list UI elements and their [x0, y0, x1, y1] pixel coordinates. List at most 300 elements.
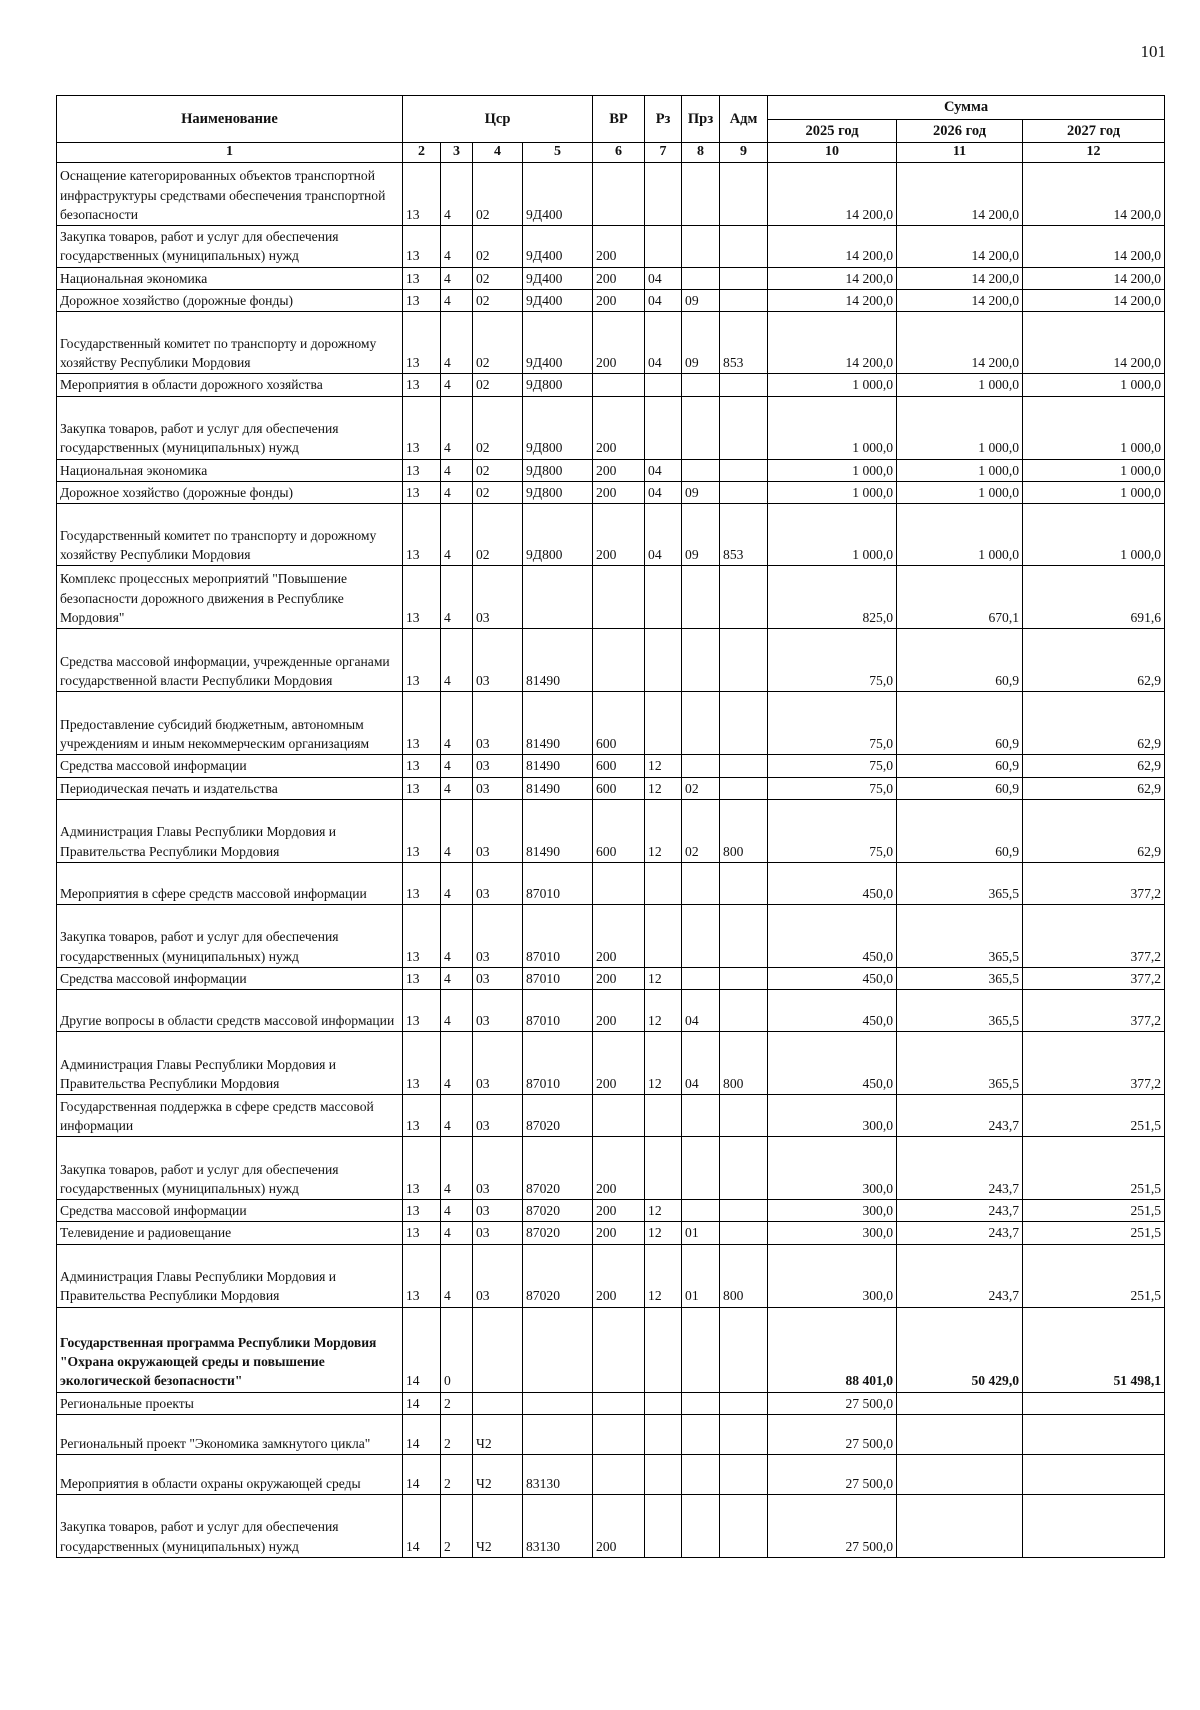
row-name: Дорожное хозяйство (дорожные фонды) — [57, 290, 403, 312]
row-adm: 800 — [720, 1032, 768, 1095]
row-vr: 200 — [593, 459, 645, 481]
row-code-3: 4 — [441, 755, 473, 777]
row-adm — [720, 1455, 768, 1495]
row-rz — [645, 692, 682, 755]
row-code-2: 14 — [403, 1307, 441, 1392]
row-code-3: 4 — [441, 163, 473, 226]
row-prz — [682, 1495, 720, 1558]
row-amount-2025: 300,0 — [768, 1200, 897, 1222]
row-code-4: Ч2 — [473, 1455, 523, 1495]
row-code-4: 03 — [473, 566, 523, 629]
row-vr: 200 — [593, 1200, 645, 1222]
row-amount-2027 — [1023, 1415, 1165, 1455]
table-row — [57, 799, 1165, 862]
table-row — [57, 1032, 1165, 1095]
row-code-5: 9Д400 — [523, 290, 593, 312]
row-code-3: 4 — [441, 1095, 473, 1137]
row-name: Закупка товаров, работ и услуг для обеспечения государственных (муниципальных) нужд — [57, 1495, 403, 1558]
col-num: 9 — [720, 143, 768, 163]
row-prz — [682, 267, 720, 289]
row-code-5 — [523, 1392, 593, 1414]
header-name: Наименование — [57, 96, 403, 143]
row-adm — [720, 1222, 768, 1244]
row-vr: 600 — [593, 777, 645, 799]
row-rz: 04 — [645, 290, 682, 312]
row-adm — [720, 862, 768, 904]
row-rz: 04 — [645, 481, 682, 503]
row-code-2: 13 — [403, 396, 441, 459]
row-amount-2026: 14 200,0 — [897, 267, 1023, 289]
row-prz — [682, 1137, 720, 1200]
row-amount-2026: 243,7 — [897, 1095, 1023, 1137]
row-adm — [720, 1495, 768, 1558]
row-vr: 200 — [593, 1222, 645, 1244]
row-amount-2026: 365,5 — [897, 990, 1023, 1032]
row-amount-2027: 14 200,0 — [1023, 267, 1165, 289]
row-code-3: 4 — [441, 374, 473, 396]
row-code-4: 02 — [473, 290, 523, 312]
header-rz: Рз — [645, 96, 682, 143]
row-code-3: 4 — [441, 504, 473, 566]
row-vr: 200 — [593, 904, 645, 967]
row-code-5 — [523, 1307, 593, 1392]
row-name: Мероприятия в области охраны окружающей среды — [57, 1455, 403, 1495]
row-code-3: 4 — [441, 799, 473, 862]
row-name: Средства массовой информации — [57, 1200, 403, 1222]
row-amount-2025: 300,0 — [768, 1222, 897, 1244]
row-amount-2026 — [897, 1392, 1023, 1414]
row-prz: 02 — [682, 799, 720, 862]
row-name: Национальная экономика — [57, 267, 403, 289]
row-rz: 12 — [645, 799, 682, 862]
row-prz: 02 — [682, 777, 720, 799]
row-amount-2027 — [1023, 1495, 1165, 1558]
row-vr — [593, 629, 645, 692]
row-amount-2026: 1 000,0 — [897, 459, 1023, 481]
column-number-row — [57, 143, 1165, 163]
row-rz — [645, 1137, 682, 1200]
row-amount-2025: 450,0 — [768, 967, 897, 989]
table-row — [57, 163, 1165, 226]
row-amount-2025: 1 000,0 — [768, 374, 897, 396]
row-name: Государственная поддержка в сфере средств массовой информации — [57, 1095, 403, 1137]
table-row — [57, 904, 1165, 967]
row-amount-2025: 14 200,0 — [768, 226, 897, 268]
row-code-5: 9Д800 — [523, 374, 593, 396]
row-code-2: 14 — [403, 1495, 441, 1558]
row-name: Региональный проект "Экономика замкнутого цикла" — [57, 1415, 403, 1455]
row-code-3: 4 — [441, 692, 473, 755]
row-adm — [720, 990, 768, 1032]
row-rz — [645, 1495, 682, 1558]
row-prz — [682, 1095, 720, 1137]
row-name: Телевидение и радиовещание — [57, 1222, 403, 1244]
col-num: 10 — [768, 143, 897, 163]
row-code-2: 13 — [403, 862, 441, 904]
row-code-5: 9Д400 — [523, 267, 593, 289]
row-rz — [645, 862, 682, 904]
row-adm — [720, 396, 768, 459]
row-amount-2027: 1 000,0 — [1023, 481, 1165, 503]
row-vr — [593, 862, 645, 904]
row-adm — [720, 1200, 768, 1222]
row-code-2: 13 — [403, 267, 441, 289]
row-amount-2025: 450,0 — [768, 862, 897, 904]
row-rz — [645, 629, 682, 692]
table-row — [57, 1200, 1165, 1222]
row-adm — [720, 459, 768, 481]
row-code-3: 4 — [441, 312, 473, 374]
row-name: Предоставление субсидий бюджетным, автономным учреждениям и иным некоммерческим организациям — [57, 692, 403, 755]
row-code-5: 81490 — [523, 777, 593, 799]
row-amount-2027 — [1023, 1392, 1165, 1414]
row-code-5 — [523, 566, 593, 629]
col-num: 5 — [523, 143, 593, 163]
row-code-2: 13 — [403, 226, 441, 268]
table-row — [57, 1095, 1165, 1137]
col-num: 3 — [441, 143, 473, 163]
row-amount-2025: 450,0 — [768, 990, 897, 1032]
row-amount-2027: 62,9 — [1023, 692, 1165, 755]
row-rz: 12 — [645, 967, 682, 989]
row-code-3: 4 — [441, 226, 473, 268]
row-code-4: 02 — [473, 267, 523, 289]
row-code-4: 02 — [473, 481, 523, 503]
row-amount-2026: 14 200,0 — [897, 312, 1023, 374]
row-code-2: 13 — [403, 1095, 441, 1137]
row-code-3: 4 — [441, 1137, 473, 1200]
row-vr — [593, 163, 645, 226]
row-amount-2027: 62,9 — [1023, 799, 1165, 862]
row-code-2: 13 — [403, 1222, 441, 1244]
row-code-5: 87010 — [523, 904, 593, 967]
row-code-3: 4 — [441, 1222, 473, 1244]
row-adm — [720, 1137, 768, 1200]
row-amount-2026: 365,5 — [897, 904, 1023, 967]
row-code-4: 03 — [473, 777, 523, 799]
row-code-2: 13 — [403, 692, 441, 755]
row-name: Администрация Главы Республики Мордовия и Правительства Республики Мордовия — [57, 1244, 403, 1307]
row-rz: 12 — [645, 755, 682, 777]
table-row — [57, 692, 1165, 755]
row-amount-2025: 300,0 — [768, 1137, 897, 1200]
table-row — [57, 1415, 1165, 1455]
row-amount-2027: 51 498,1 — [1023, 1307, 1165, 1392]
row-code-5: 83130 — [523, 1495, 593, 1558]
row-amount-2027: 251,5 — [1023, 1222, 1165, 1244]
col-num: 7 — [645, 143, 682, 163]
row-rz — [645, 1415, 682, 1455]
row-amount-2027: 691,6 — [1023, 566, 1165, 629]
row-adm — [720, 629, 768, 692]
row-vr: 200 — [593, 1137, 645, 1200]
row-code-2: 13 — [403, 799, 441, 862]
row-code-2: 14 — [403, 1392, 441, 1414]
row-amount-2026: 365,5 — [897, 1032, 1023, 1095]
row-code-2: 13 — [403, 904, 441, 967]
table-row — [57, 226, 1165, 268]
row-code-4: 03 — [473, 692, 523, 755]
row-code-2: 13 — [403, 1137, 441, 1200]
row-name: Закупка товаров, работ и услуг для обеспечения государственных (муниципальных) нужд — [57, 1137, 403, 1200]
row-name: Мероприятия в сфере средств массовой информации — [57, 862, 403, 904]
table-row — [57, 1137, 1165, 1200]
row-adm — [720, 692, 768, 755]
row-code-5: 9Д800 — [523, 459, 593, 481]
row-code-3: 4 — [441, 1244, 473, 1307]
row-rz: 04 — [645, 267, 682, 289]
row-code-4: 02 — [473, 163, 523, 226]
row-code-2: 13 — [403, 967, 441, 989]
row-amount-2025: 75,0 — [768, 777, 897, 799]
row-adm: 853 — [720, 312, 768, 374]
row-rz — [645, 396, 682, 459]
row-amount-2027: 14 200,0 — [1023, 226, 1165, 268]
row-prz — [682, 967, 720, 989]
table-row — [57, 396, 1165, 459]
row-rz: 12 — [645, 1244, 682, 1307]
table-row — [57, 629, 1165, 692]
row-rz: 12 — [645, 1222, 682, 1244]
row-amount-2026: 50 429,0 — [897, 1307, 1023, 1392]
row-vr: 600 — [593, 755, 645, 777]
table-row — [57, 481, 1165, 503]
row-amount-2027: 1 000,0 — [1023, 374, 1165, 396]
row-code-2: 13 — [403, 777, 441, 799]
row-code-3: 4 — [441, 862, 473, 904]
row-code-5: 81490 — [523, 755, 593, 777]
table-row — [57, 1222, 1165, 1244]
row-code-2: 13 — [403, 312, 441, 374]
row-code-2: 14 — [403, 1455, 441, 1495]
row-code-3: 4 — [441, 396, 473, 459]
row-name: Администрация Главы Республики Мордовия и Правительства Республики Мордовия — [57, 1032, 403, 1095]
row-amount-2026: 1 000,0 — [897, 504, 1023, 566]
row-amount-2027: 1 000,0 — [1023, 396, 1165, 459]
row-code-2: 13 — [403, 629, 441, 692]
row-code-5: 87010 — [523, 967, 593, 989]
row-name: Комплекс процессных мероприятий "Повышение безопасности дорожного движения в Республике Мордовия" — [57, 566, 403, 629]
row-code-3: 4 — [441, 990, 473, 1032]
row-amount-2025: 14 200,0 — [768, 163, 897, 226]
row-amount-2027: 62,9 — [1023, 777, 1165, 799]
row-amount-2026: 60,9 — [897, 777, 1023, 799]
col-num: 1 — [57, 143, 403, 163]
row-code-4: 03 — [473, 1095, 523, 1137]
row-amount-2026: 365,5 — [897, 967, 1023, 989]
row-code-4: 03 — [473, 990, 523, 1032]
table-row — [57, 290, 1165, 312]
row-code-4: 03 — [473, 1137, 523, 1200]
row-name: Национальная экономика — [57, 459, 403, 481]
row-code-5 — [523, 1415, 593, 1455]
row-prz: 09 — [682, 290, 720, 312]
row-vr: 200 — [593, 226, 645, 268]
row-amount-2025: 88 401,0 — [768, 1307, 897, 1392]
row-vr: 200 — [593, 1032, 645, 1095]
row-code-4: 03 — [473, 904, 523, 967]
row-prz — [682, 1455, 720, 1495]
row-amount-2026: 365,5 — [897, 862, 1023, 904]
row-amount-2025: 300,0 — [768, 1095, 897, 1137]
row-amount-2026: 1 000,0 — [897, 481, 1023, 503]
table-row — [57, 459, 1165, 481]
row-code-3: 4 — [441, 267, 473, 289]
row-code-3: 4 — [441, 904, 473, 967]
header-vr: ВР — [593, 96, 645, 143]
row-amount-2025: 1 000,0 — [768, 481, 897, 503]
row-name: Закупка товаров, работ и услуг для обеспечения государственных (муниципальных) нужд — [57, 904, 403, 967]
row-vr — [593, 1392, 645, 1414]
row-vr: 200 — [593, 481, 645, 503]
row-name: Закупка товаров, работ и услуг для обеспечения государственных (муниципальных) нужд — [57, 226, 403, 268]
row-prz — [682, 396, 720, 459]
table-row — [57, 267, 1165, 289]
table-row — [57, 566, 1165, 629]
row-adm — [720, 163, 768, 226]
row-amount-2026 — [897, 1455, 1023, 1495]
table-row — [57, 312, 1165, 374]
row-amount-2025: 27 500,0 — [768, 1392, 897, 1414]
row-amount-2026: 14 200,0 — [897, 226, 1023, 268]
budget-table — [56, 95, 1165, 1558]
row-amount-2025: 14 200,0 — [768, 290, 897, 312]
row-amount-2025: 1 000,0 — [768, 504, 897, 566]
row-prz: 09 — [682, 481, 720, 503]
row-code-3: 4 — [441, 777, 473, 799]
row-adm — [720, 226, 768, 268]
row-amount-2025: 1 000,0 — [768, 459, 897, 481]
row-name: Закупка товаров, работ и услуг для обеспечения государственных (муниципальных) нужд — [57, 396, 403, 459]
row-amount-2025: 300,0 — [768, 1244, 897, 1307]
row-prz — [682, 1200, 720, 1222]
row-rz: 12 — [645, 777, 682, 799]
row-code-2: 13 — [403, 163, 441, 226]
table-row — [57, 1455, 1165, 1495]
row-code-3: 4 — [441, 459, 473, 481]
row-code-3: 4 — [441, 481, 473, 503]
row-name: Средства массовой информации — [57, 967, 403, 989]
table-row — [57, 990, 1165, 1032]
row-prz — [682, 1415, 720, 1455]
row-code-4: 03 — [473, 1244, 523, 1307]
row-code-5: 87010 — [523, 862, 593, 904]
row-name: Средства массовой информации — [57, 755, 403, 777]
row-amount-2025: 75,0 — [768, 755, 897, 777]
row-code-4: 02 — [473, 396, 523, 459]
col-num: 12 — [1023, 143, 1165, 163]
row-amount-2025: 27 500,0 — [768, 1495, 897, 1558]
row-name: Другие вопросы в области средств массовой информации — [57, 990, 403, 1032]
row-vr: 200 — [593, 990, 645, 1032]
row-prz — [682, 1307, 720, 1392]
row-code-4: 03 — [473, 799, 523, 862]
row-adm — [720, 1307, 768, 1392]
row-adm: 800 — [720, 1244, 768, 1307]
row-amount-2025: 14 200,0 — [768, 267, 897, 289]
row-code-4: 03 — [473, 1200, 523, 1222]
row-adm — [720, 967, 768, 989]
row-amount-2026: 1 000,0 — [897, 396, 1023, 459]
row-prz — [682, 374, 720, 396]
row-code-3: 4 — [441, 1032, 473, 1095]
row-prz — [682, 629, 720, 692]
row-adm — [720, 1095, 768, 1137]
row-code-3: 0 — [441, 1307, 473, 1392]
row-prz — [682, 755, 720, 777]
table-body — [57, 163, 1165, 1558]
row-rz — [645, 904, 682, 967]
row-name: Мероприятия в области дорожного хозяйства — [57, 374, 403, 396]
table-row — [57, 1244, 1165, 1307]
row-code-4: 02 — [473, 504, 523, 566]
table-row — [57, 755, 1165, 777]
row-amount-2026: 60,9 — [897, 799, 1023, 862]
row-amount-2027: 62,9 — [1023, 629, 1165, 692]
row-code-4 — [473, 1392, 523, 1414]
row-rz: 12 — [645, 1200, 682, 1222]
row-vr: 200 — [593, 267, 645, 289]
row-adm — [720, 481, 768, 503]
col-num: 6 — [593, 143, 645, 163]
table-row — [57, 777, 1165, 799]
row-code-2: 13 — [403, 481, 441, 503]
row-code-5: 87020 — [523, 1137, 593, 1200]
row-code-4: Ч2 — [473, 1495, 523, 1558]
row-code-3: 4 — [441, 290, 473, 312]
row-rz — [645, 1307, 682, 1392]
header-year-2026: 2026 год — [897, 119, 1023, 143]
row-code-2: 13 — [403, 566, 441, 629]
row-amount-2026: 60,9 — [897, 755, 1023, 777]
row-amount-2026: 243,7 — [897, 1137, 1023, 1200]
row-prz — [682, 862, 720, 904]
row-code-4: 02 — [473, 459, 523, 481]
row-rz — [645, 1455, 682, 1495]
row-amount-2026: 1 000,0 — [897, 374, 1023, 396]
row-name: Государственный комитет по транспорту и дорожному хозяйству Республики Мордовия — [57, 312, 403, 374]
row-amount-2027: 1 000,0 — [1023, 459, 1165, 481]
row-code-3: 4 — [441, 566, 473, 629]
table-row — [57, 504, 1165, 566]
row-name: Дорожное хозяйство (дорожные фонды) — [57, 481, 403, 503]
row-rz — [645, 566, 682, 629]
row-code-2: 13 — [403, 504, 441, 566]
row-code-5: 9Д400 — [523, 226, 593, 268]
row-code-5: 87010 — [523, 1032, 593, 1095]
row-rz — [645, 1392, 682, 1414]
row-adm — [720, 1415, 768, 1455]
row-prz: 01 — [682, 1244, 720, 1307]
row-code-5: 9Д400 — [523, 163, 593, 226]
row-code-2: 13 — [403, 755, 441, 777]
row-amount-2025: 1 000,0 — [768, 396, 897, 459]
row-code-4: 03 — [473, 967, 523, 989]
row-amount-2027: 377,2 — [1023, 904, 1165, 967]
header-year-2025: 2025 год — [768, 119, 897, 143]
header-adm: Адм — [720, 96, 768, 143]
row-vr: 200 — [593, 504, 645, 566]
row-amount-2025: 825,0 — [768, 566, 897, 629]
row-code-2: 14 — [403, 1415, 441, 1455]
row-prz: 09 — [682, 504, 720, 566]
row-rz: 04 — [645, 459, 682, 481]
row-code-3: 2 — [441, 1392, 473, 1414]
row-code-5: 83130 — [523, 1455, 593, 1495]
col-num: 11 — [897, 143, 1023, 163]
row-name: Оснащение категорированных объектов транспортной инфраструктуры средствами обеспечения транспортной безопасности — [57, 163, 403, 226]
row-amount-2027: 377,2 — [1023, 862, 1165, 904]
